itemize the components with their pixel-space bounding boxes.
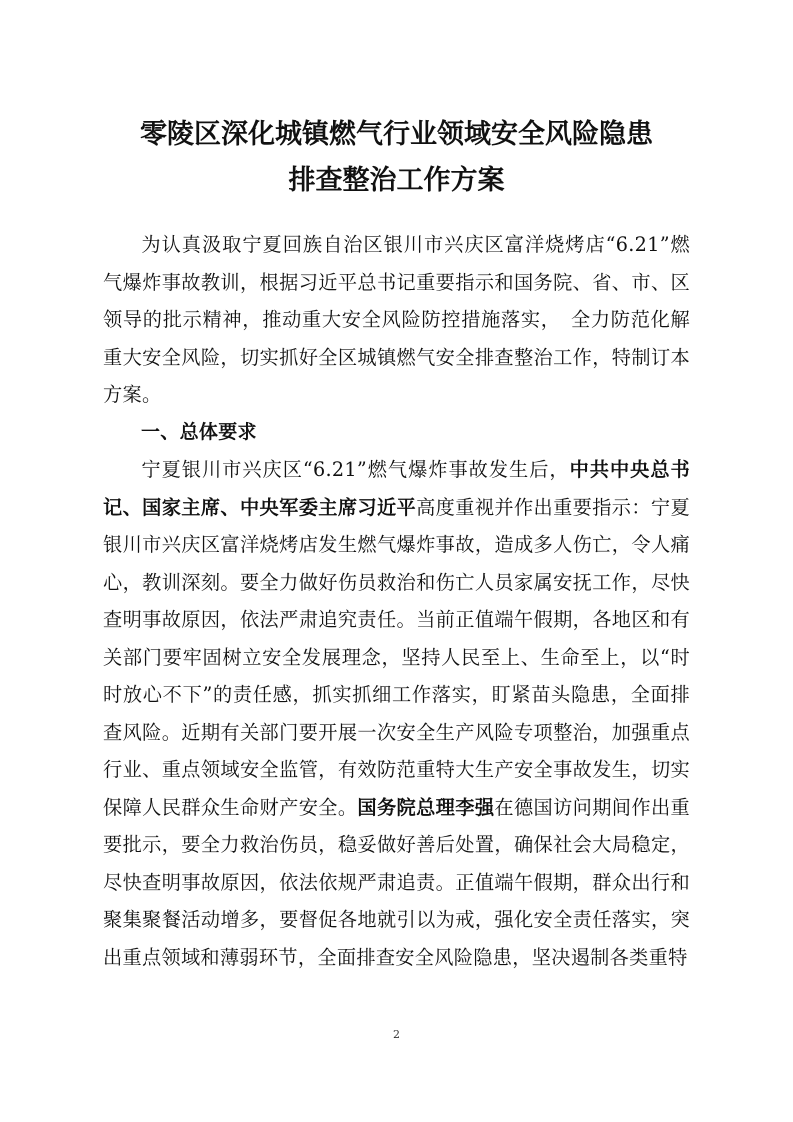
section1-text-part1: 宁夏银川市兴庆区“6.21”燃气爆炸事故发生后， <box>141 458 570 481</box>
document-body <box>103 226 690 976</box>
intro-paragraph: 为认真汲取宁夏回族自治区银川市兴庆区富洋烧烤店“6.21”燃气爆炸事故教训，根据习近平总书记重要指示和国务院、省、市、区领导的批示精神，推动重大安全风险防控措施落实， 全力防范化解重大安全风险，切实抓好全区城镇燃气安全排查整治工作，特制订本方案。 <box>103 233 690 406</box>
section1-text-part3: 在德国访问期间作出重要批示，要全力救治伤员，稳妥做好善后处置，确保社会大局稳定，尽快查明事故原因，依法依规严肃追责。正值端午假期，群众出行和聚集聚餐活动增多，要督促各地就引以为戒，强化安全责任落实，突出重点领域和薄弱环节，全面排查安全风险隐患，坚决遏制各类重特 <box>103 795 690 969</box>
section1-bold-leader1: 中共中央总书记、国家主席、中央军委主席习近平 <box>103 458 690 519</box>
section1-heading: 一、总体要求 <box>141 420 257 443</box>
section1-text-part2: 高度重视并作出重要指示：宁夏银川市兴庆区富洋烧烤店发生燃气爆炸事故，造成多人伤亡，令人痛心，教训深刻。要全力做好伤员救治和伤亡人员家属安抚工作，尽快查明事故原因，依法严肃追究责任。当前正值端午假期，各地区和有关部门要牢固树立安全发展理念，坚持人民至上、生命至上，以“时时放心不下”的责任感，抓实抓细工作落实，盯紧苗头隐患，全面排查风险。近期有关部门要开展一次安全生产风险专项整治，加强重点行业、重点领域安全监管，有效防范重特大生产安全事故发生，切实保障人民群众生命财产安全。 <box>103 495 690 819</box>
document-title-line1: 零陵区深化城镇燃气行业领域安全风险隐患 <box>140 119 653 150</box>
section1-paragraph <box>103 451 690 976</box>
page-number: 2 <box>393 1028 400 1041</box>
section1-bold-leader2: 国务院总理李强 <box>357 795 495 819</box>
document-title-line2: 排查整治工作方案 <box>288 165 505 196</box>
